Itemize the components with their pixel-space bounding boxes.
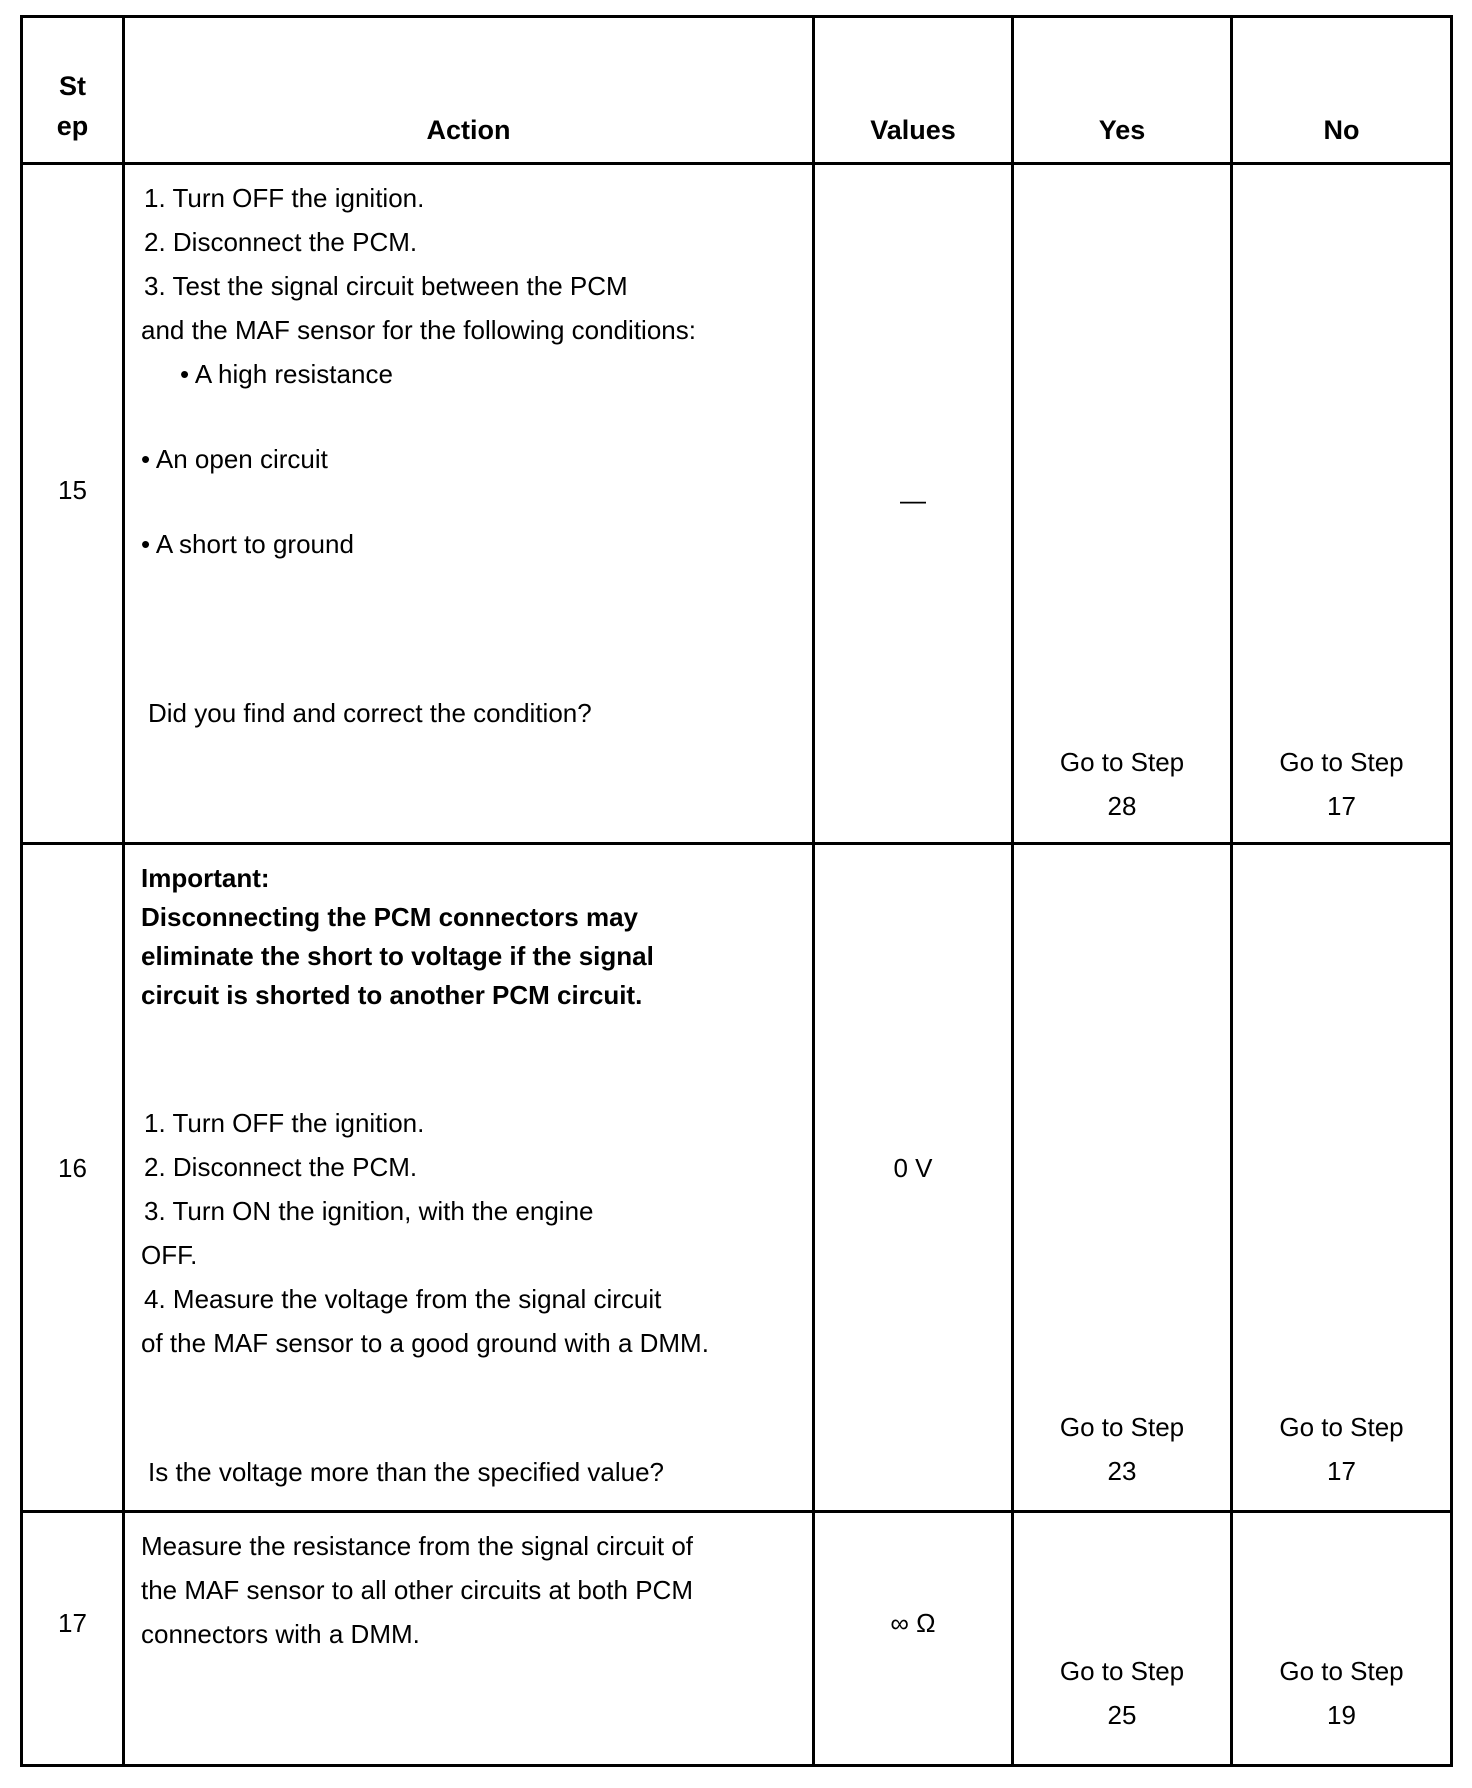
action-cell (124, 164, 814, 844)
header-action-label: Action (426, 115, 511, 145)
action-line: of the MAF sensor to a good ground with a DMM. (141, 1328, 709, 1358)
action-line: 1. Turn OFF the ignition. (144, 183, 425, 213)
no-cell (1232, 844, 1452, 1512)
diagnostic-table (20, 15, 1453, 1767)
yes-goto-label: Go to Step (1059, 1412, 1185, 1442)
value-cell (814, 1512, 1013, 1766)
yes-goto-step: 23 (1107, 1456, 1137, 1486)
step-cell (22, 844, 124, 1512)
action-line: Measure the resistance from the signal circuit of (141, 1531, 694, 1561)
table-row-15 (22, 164, 1452, 844)
value-cell (814, 844, 1013, 1512)
question-text: Did you find and correct the condition? (148, 698, 592, 728)
value-cell (814, 164, 1013, 844)
header-step-line2: ep (56, 111, 89, 141)
header-values-label: Values (870, 115, 956, 145)
no-goto-step: 17 (1327, 1456, 1356, 1486)
action-cell (124, 844, 814, 1512)
yes-cell (1013, 164, 1232, 844)
no-goto-step: 19 (1327, 1700, 1356, 1730)
step-cell (22, 1512, 124, 1766)
important-heading: Important: (141, 863, 270, 893)
table-row-17 (22, 1512, 1452, 1766)
yes-cell (1013, 844, 1232, 1512)
action-line: 1. Turn OFF the ignition. (144, 1108, 425, 1138)
question-text: Is the voltage more than the specified value? (148, 1457, 664, 1487)
yes-goto-label: Go to Step (1059, 1656, 1185, 1686)
yes-goto-step: 25 (1107, 1700, 1137, 1730)
important-line: eliminate the short to voltage if the signal (141, 941, 654, 971)
step-number: 16 (58, 1153, 87, 1183)
no-cell (1232, 164, 1452, 844)
bullet-item: • A high resistance (180, 359, 393, 389)
action-line: connectors with a DMM. (141, 1619, 420, 1649)
header-no-label: No (1323, 115, 1360, 145)
no-goto-step: 17 (1327, 791, 1356, 821)
action-cell (124, 1512, 814, 1766)
action-line: 3. Turn ON the ignition, with the engine (144, 1196, 594, 1226)
bullet-item: • An open circuit (141, 444, 328, 474)
important-line: Disconnecting the PCM connectors may (141, 902, 638, 932)
header-row (22, 17, 1452, 164)
header-values (814, 17, 1013, 164)
no-goto-label: Go to Step (1279, 1412, 1404, 1442)
header-step-line1: St (59, 71, 86, 101)
step-number: 15 (58, 475, 87, 505)
important-line: circuit is shorted to another PCM circuit. (141, 980, 643, 1010)
action-line: 2. Disconnect the PCM. (144, 227, 418, 257)
header-no (1232, 17, 1452, 164)
step-number: 17 (58, 1608, 87, 1638)
table-row-16 (22, 844, 1452, 1512)
no-goto-label: Go to Step (1279, 747, 1404, 777)
yes-cell (1013, 1512, 1232, 1766)
header-action (124, 17, 814, 164)
action-line: and the MAF sensor for the following conditions: (141, 315, 696, 345)
action-line: 2. Disconnect the PCM. (144, 1152, 418, 1182)
value-text: 0 V (893, 1153, 933, 1183)
action-line: the MAF sensor to all other circuits at both PCM (141, 1575, 693, 1605)
no-goto-label: Go to Step (1279, 1656, 1404, 1686)
bullet-item: • A short to ground (141, 529, 354, 559)
value-text: — (900, 485, 926, 515)
value-text: ∞ Ω (890, 1608, 936, 1638)
header-step (22, 17, 124, 164)
action-line: OFF. (141, 1240, 198, 1270)
header-yes-label: Yes (1098, 115, 1146, 145)
header-yes (1013, 17, 1232, 164)
action-line: 4. Measure the voltage from the signal circuit (144, 1284, 662, 1314)
step-cell (22, 164, 124, 844)
yes-goto-step: 28 (1107, 791, 1137, 821)
yes-goto-label: Go to Step (1059, 747, 1185, 777)
action-line: 3. Test the signal circuit between the PCM (144, 271, 628, 301)
no-cell (1232, 1512, 1452, 1766)
